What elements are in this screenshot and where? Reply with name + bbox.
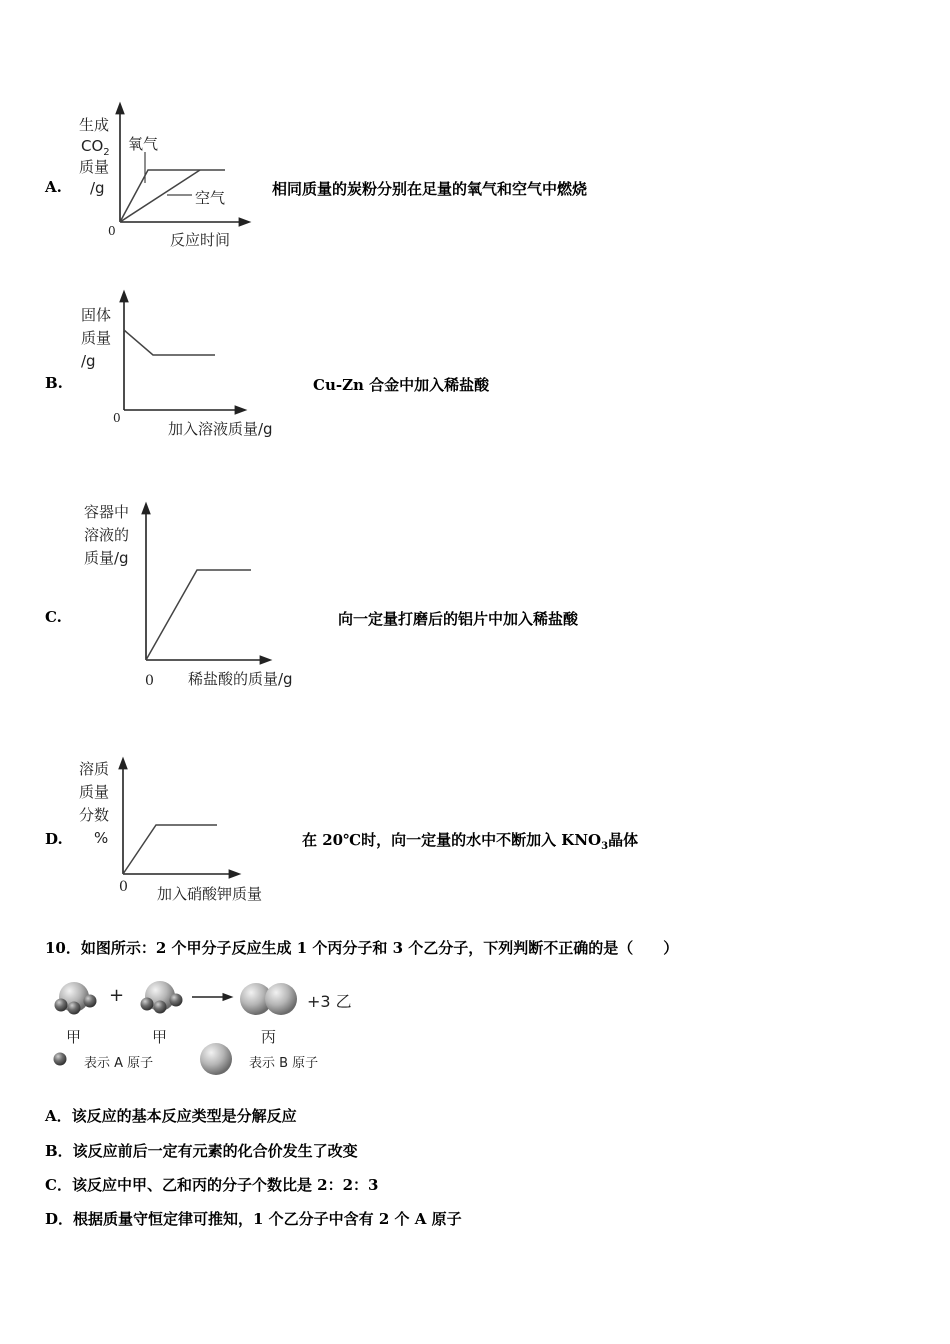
graph-c-curve [146,570,251,660]
graph-c-ylabel-3: 质量/g [84,549,129,567]
graph-a-xlabel: 反应时间 [170,231,231,249]
graph-c-ylabel-2: 溶液的 [84,526,130,544]
option-c-description: 向一定量打磨后的铝片中加入稀盐酸 [338,610,579,628]
option-b-label: B. [45,374,63,392]
graph-c-xlabel: 稀盐酸的质量/g [188,670,293,688]
graph-b-origin: 0 [113,411,121,425]
graph-b [0,280,950,450]
graph-a-ylabel-1: 生成 [79,116,110,134]
option-d-label: D. [45,830,63,848]
option-10-b: B．该反应前后一定有元素的化合价发生了改变 [45,1142,358,1160]
graph-a-oxygen-label: 氧气 [128,135,159,153]
graph-c-ylabel-1: 容器中 [84,503,130,521]
molecule-jia-2 [141,981,183,1014]
graph-a-ylabel-4: /g [90,179,105,197]
graph-c [0,495,950,695]
legend-a-atom-icon [54,1053,67,1066]
plus-sign: + [109,985,125,1006]
graph-d-xlabel: 加入硝酸钾质量 [157,885,263,903]
legend-b-atom-icon [200,1043,232,1075]
option-a-description: 相同质量的炭粉分别在足量的氧气和空气中燃烧 [272,180,588,198]
option-b-description: Cu-Zn 合金中加入稀盐酸 [313,376,490,394]
plus-3-yi: +3 乙 [307,992,352,1011]
label-jia-1: 甲 [66,1028,82,1046]
molecule-jia-1 [55,982,97,1015]
graph-d-ylabel-1: 溶质 [79,760,110,778]
graph-b-ylabel-1: 固体 [81,306,112,324]
graph-d-ylabel-3: 分数 [79,806,110,824]
option-c-label: C. [45,608,62,626]
graph-a-ylabel-2: $CO_2$ [81,137,110,158]
option-10-a: A．该反应的基本反应类型是分解反应 [45,1107,297,1125]
legend-a-text: 表示 A 原子 [84,1056,154,1071]
graph-a-air-label: 空气 [195,189,226,207]
option-10-c: C．该反应中甲、乙和丙的分子个数比是 2：2：3 [45,1176,379,1194]
graph-d-curve [123,825,217,874]
graph-b-ylabel-2: 质量 [81,329,112,347]
option-a-label: A. [45,178,62,196]
label-jia-2: 甲 [152,1028,168,1046]
graph-d-ylabel-4: % [94,829,109,847]
graph-d-ylabel-2: 质量 [79,783,110,801]
graph-b-axes [0,280,950,450]
question-10-stem: 10．如图所示：2 个甲分子反应生成 1 个丙分子和 3 个乙分子，下列判断不正确的是（ ） [45,939,679,957]
graph-c-axes [0,495,950,695]
option-d-description: 在 20℃时，向一定量的水中不断加入 $KNO_3$晶体 [302,831,639,852]
graph-b-xlabel: 加入溶液质量/g [168,420,273,438]
graph-a [0,0,950,260]
graph-a-axes [0,0,950,260]
label-bing: 丙 [261,1028,277,1046]
graph-c-origin: 0 [145,673,154,689]
reaction-diagram [0,975,400,1080]
graph-b-curve [124,330,215,355]
legend-b-text: 表示 B 原子 [249,1056,319,1071]
graph-a-origin: 0 [108,224,116,238]
graph-d-origin: 0 [119,879,128,895]
molecule-bing [240,983,297,1015]
graph-b-ylabel-3: /g [81,352,96,370]
graph-a-ylabel-3: 质量 [79,158,110,176]
curve-air-line [120,170,200,222]
option-10-d: D．根据质量守恒定律可推知，1 个乙分子中含有 2 个 A 原子 [45,1210,462,1228]
